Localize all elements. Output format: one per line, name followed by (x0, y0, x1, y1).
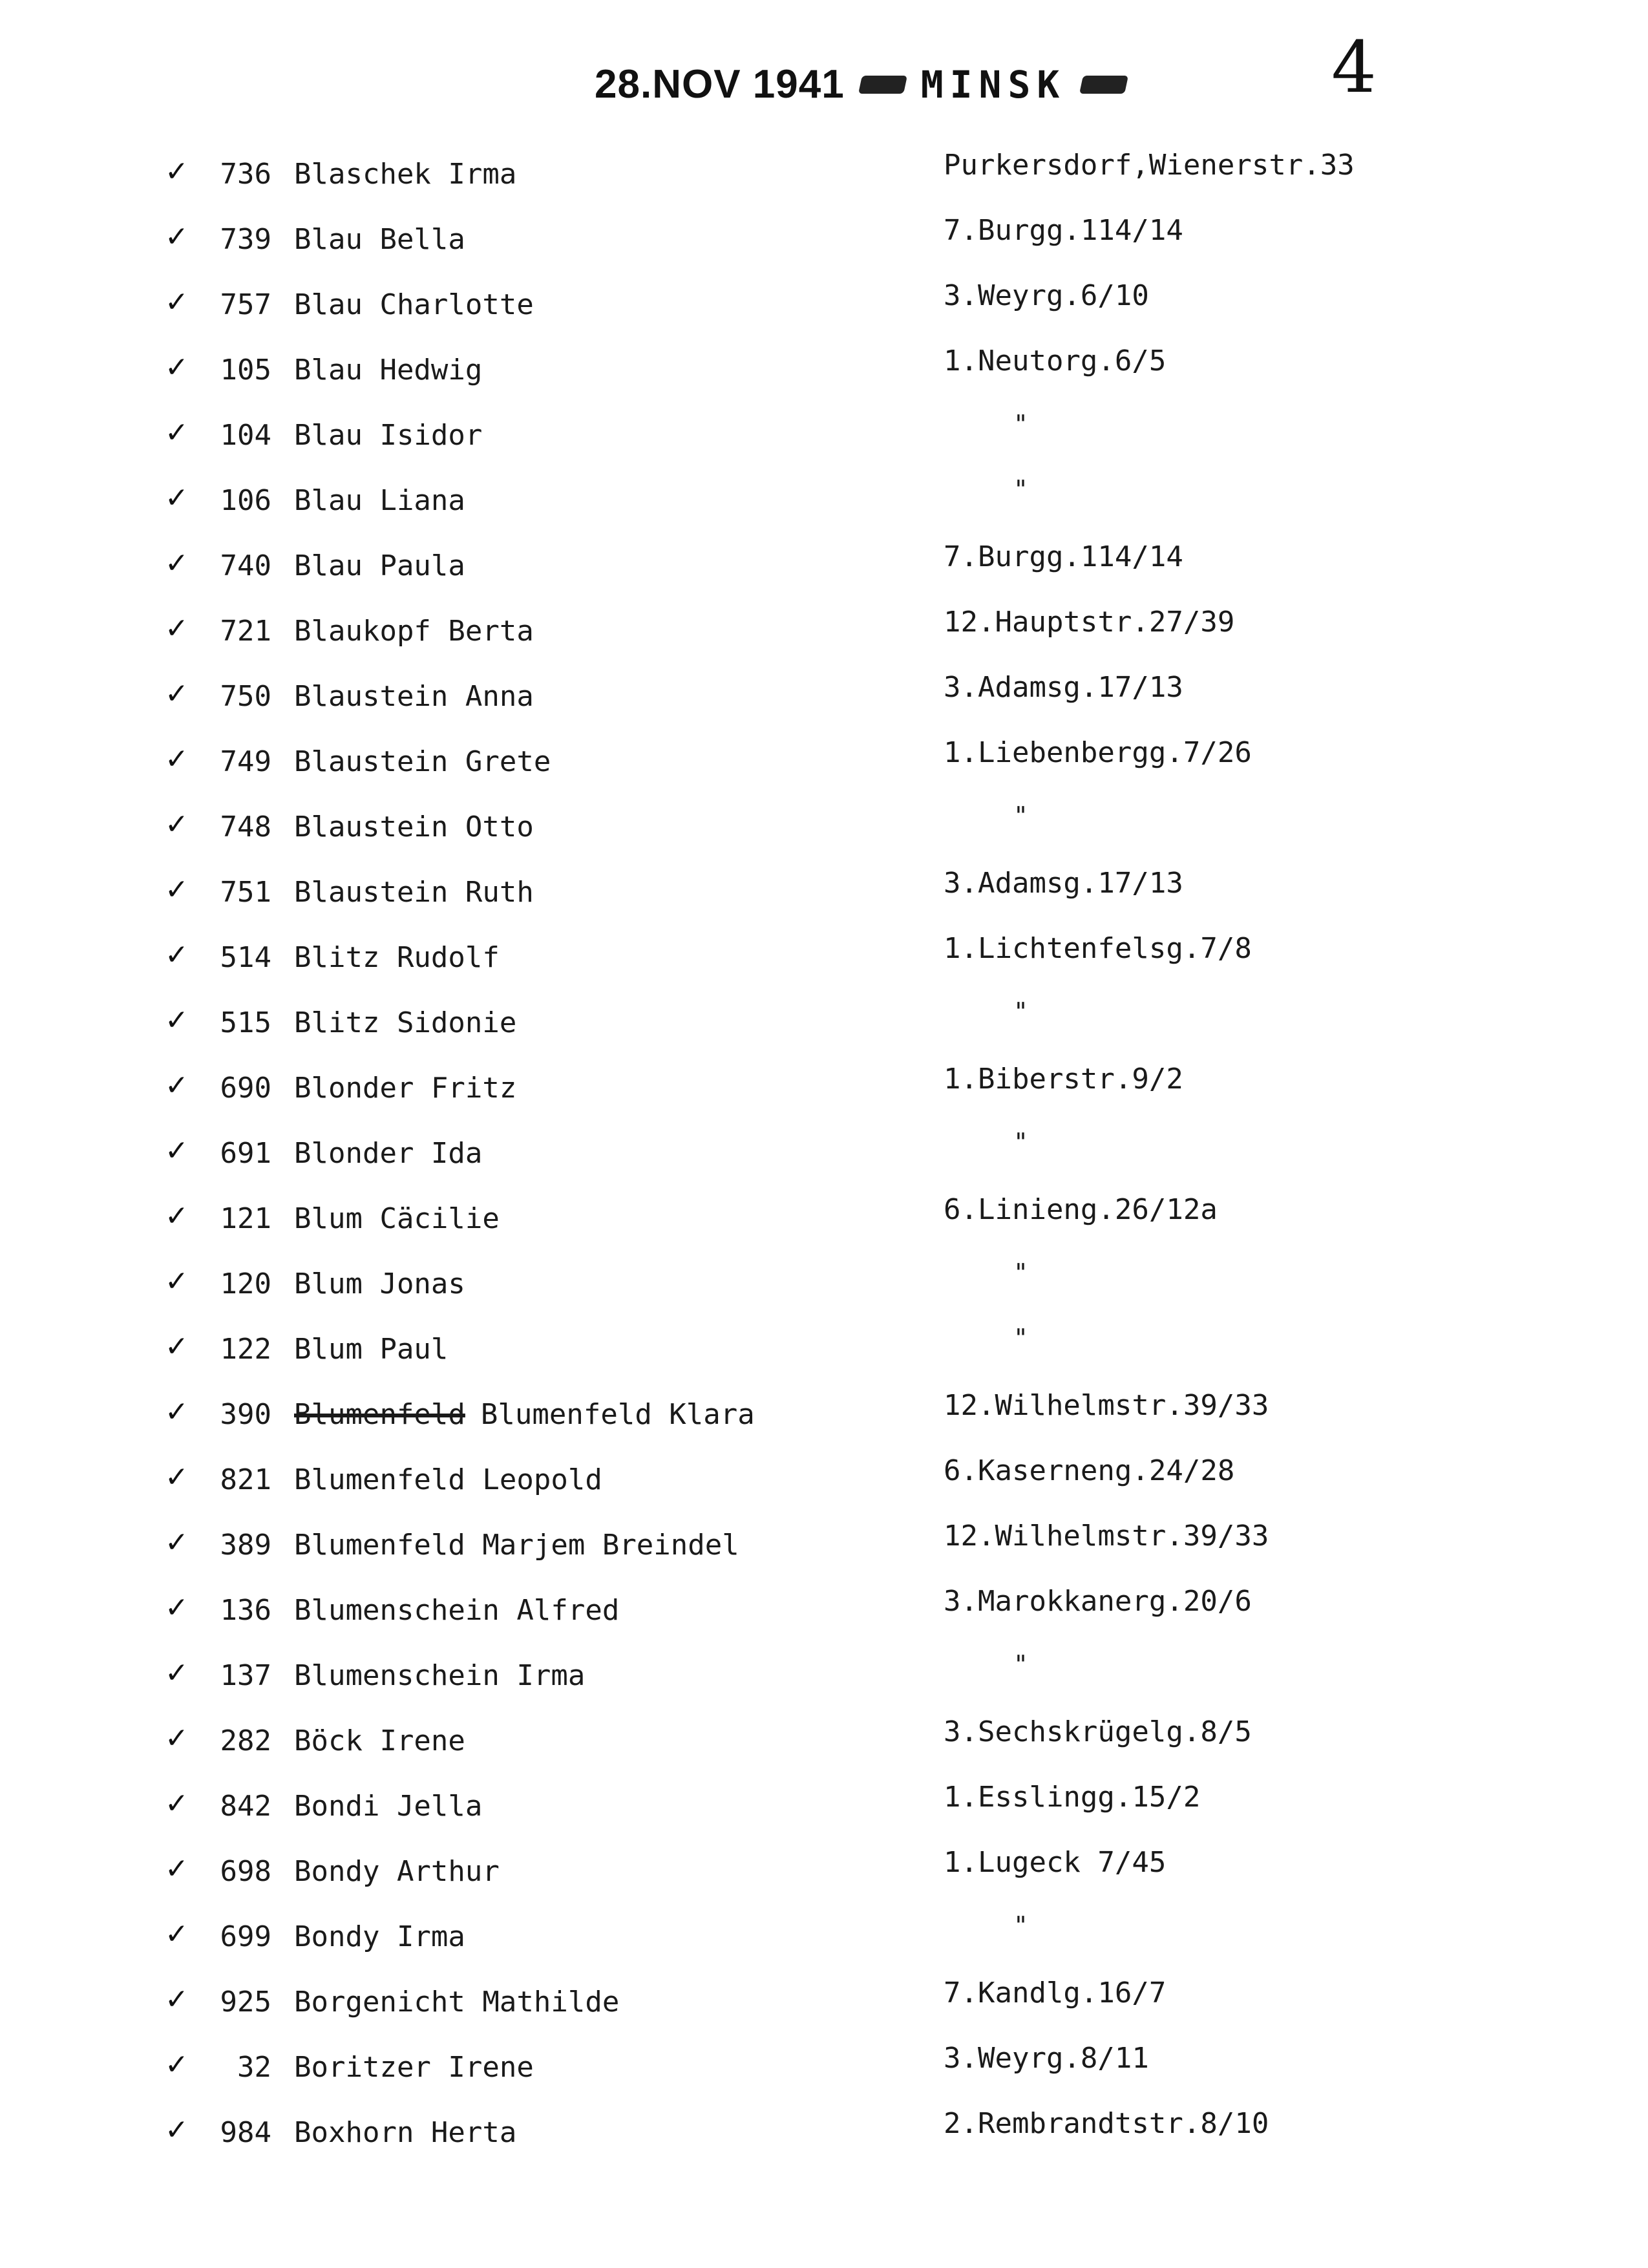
entry-address: 7.Burgg.114/14 (944, 214, 1183, 247)
ditto-mark: " (1013, 1258, 1028, 1287)
list-item (0, 2037, 1648, 2102)
entry-name-text: Blau Liana (294, 484, 465, 517)
checkmark-icon: ✓ (165, 677, 189, 710)
entry-name-text: Blum Paul (294, 1333, 449, 1366)
entry-name-text: Blum Jonas (294, 1267, 465, 1300)
entry-name (294, 1137, 482, 1170)
checkmark-icon: ✓ (165, 2048, 189, 2081)
checkmark-icon: ✓ (165, 351, 189, 384)
entry-name-text: Bondy Irma (294, 1920, 465, 1953)
checkmark-icon: ✓ (165, 547, 189, 580)
list-item (0, 274, 1648, 339)
entry-name (294, 1529, 739, 1562)
entry-name (294, 419, 482, 452)
list-item (0, 1906, 1648, 1971)
list-item (0, 209, 1648, 274)
list-item (0, 927, 1648, 992)
entry-number: 757 (220, 288, 271, 321)
entry-number: 121 (220, 1202, 271, 1235)
checkmark-icon: ✓ (165, 1591, 189, 1624)
entry-name (294, 876, 534, 909)
list-item (0, 1253, 1648, 1319)
entry-name (294, 354, 482, 387)
entry-number: 736 (220, 158, 271, 191)
ditto-mark: " (1013, 1911, 1028, 1940)
entry-name (294, 680, 534, 713)
entry-name (294, 1920, 465, 1953)
entry-name (294, 811, 534, 843)
list-item (0, 1057, 1648, 1123)
entry-address: 7.Burgg.114/14 (944, 540, 1183, 573)
ditto-mark: " (1013, 1128, 1028, 1156)
entry-number: 721 (220, 615, 271, 648)
list-item (0, 1319, 1648, 1384)
list-item (0, 600, 1648, 666)
struck-out-text: Blumenfeld (294, 1398, 465, 1431)
checkmark-icon: ✓ (165, 1722, 189, 1755)
checkmark-icon: ✓ (165, 1004, 189, 1037)
entry-name-text: Blitz Rudolf (294, 941, 500, 974)
stamp-smudge (858, 76, 907, 94)
entry-name-text: Blonder Ida (294, 1137, 483, 1170)
list-item (0, 1123, 1648, 1188)
checkmark-icon: ✓ (165, 1983, 189, 2016)
entry-address: 1.Liebenbergg.7/26 (944, 736, 1252, 769)
list-item (0, 1645, 1648, 1710)
list-item (0, 1841, 1648, 1906)
ditto-mark: " (1013, 997, 1028, 1026)
checkmark-icon: ✓ (165, 1200, 189, 1233)
entry-address: 3.Weyrg.8/11 (944, 2042, 1149, 2075)
entry-name-text: Böck Irene (294, 1724, 465, 1757)
entry-name-text: Blaustein Otto (294, 811, 534, 843)
entry-number: 390 (220, 1398, 271, 1431)
entry-name (294, 1855, 500, 1888)
deportation-list (0, 143, 1648, 2167)
entry-number: 122 (220, 1333, 271, 1366)
entry-name-text: Blum Cäcilie (294, 1202, 500, 1235)
entry-number: 842 (220, 1790, 271, 1823)
entry-number: 925 (220, 1986, 271, 2019)
entry-name-text: Blau Bella (294, 223, 465, 256)
checkmark-icon: ✓ (165, 1461, 189, 1494)
checkmark-icon: ✓ (165, 743, 189, 776)
entry-number: 748 (220, 811, 271, 843)
entry-name-text: Blaustein Grete (294, 745, 551, 778)
checkmark-icon: ✓ (165, 612, 189, 645)
page-number: 4 (1331, 26, 1377, 109)
entry-address: Purkersdorf,Wienerstr.33 (944, 149, 1355, 182)
entry-name-text: Blumenschein Alfred (294, 1594, 620, 1627)
entry-number: 739 (220, 223, 271, 256)
checkmark-icon: ✓ (165, 1526, 189, 1559)
entry-number: 984 (220, 2116, 271, 2149)
entry-address: 1.Neutorg.6/5 (944, 344, 1167, 377)
ditto-mark: " (1013, 1650, 1028, 1679)
entry-number: 136 (220, 1594, 271, 1627)
checkmark-icon: ✓ (165, 1330, 189, 1363)
list-item (0, 1514, 1648, 1580)
entry-name-text: Borgenicht Mathilde (294, 1986, 620, 2019)
entry-name-text: Blaschek Irma (294, 158, 517, 191)
list-item (0, 1384, 1648, 1449)
entry-number: 282 (220, 1724, 271, 1757)
list-item (0, 143, 1648, 209)
entry-name (294, 1072, 516, 1105)
entry-name-text: Blau Charlotte (294, 288, 534, 321)
entry-name (294, 1398, 755, 1431)
entry-name-text: Blaustein Ruth (294, 876, 534, 909)
entry-name-text: Blumenfeld Klara (480, 1398, 755, 1431)
checkmark-icon: ✓ (165, 286, 189, 319)
entry-number: 691 (220, 1137, 271, 1170)
checkmark-icon: ✓ (165, 1265, 189, 1298)
entry-number: 749 (220, 745, 271, 778)
entry-address: 1.Biberstr.9/2 (944, 1063, 1183, 1096)
entry-name (294, 1267, 465, 1300)
list-item (0, 1580, 1648, 1645)
entry-name-text: Blumenschein Irma (294, 1659, 586, 1692)
list-item (0, 1188, 1648, 1253)
entry-number: 389 (220, 1529, 271, 1562)
entry-name (294, 745, 551, 778)
entry-name-text: Blau Hedwig (294, 354, 483, 387)
entry-name (294, 223, 465, 256)
entry-name (294, 1594, 619, 1627)
checkmark-icon: ✓ (165, 155, 189, 188)
entry-address: 6.Kaserneng.24/28 (944, 1454, 1235, 1487)
checkmark-icon: ✓ (165, 808, 189, 841)
entry-name-text: Blau Isidor (294, 419, 483, 452)
entry-name (294, 484, 465, 517)
entry-name (294, 1202, 500, 1235)
entry-address: 3.Marokkanerg.20/6 (944, 1585, 1252, 1618)
entry-name-text: Boxhorn Herta (294, 2116, 517, 2149)
entry-name (294, 2116, 516, 2149)
checkmark-icon: ✓ (165, 873, 189, 906)
entry-address: 1.Lichtenfelsg.7/8 (944, 932, 1252, 965)
list-item (0, 1710, 1648, 1775)
entry-address: 2.Rembrandtstr.8/10 (944, 2107, 1269, 2140)
checkmark-icon: ✓ (165, 2114, 189, 2146)
list-item (0, 1449, 1648, 1514)
entry-name (294, 1006, 516, 1039)
checkmark-icon: ✓ (165, 1787, 189, 1820)
list-item (0, 535, 1648, 600)
entry-name (294, 941, 500, 974)
entry-name-text: Bondi Jella (294, 1790, 483, 1823)
checkmark-icon: ✓ (165, 220, 189, 253)
entry-number: 32 (237, 2051, 271, 2084)
list-item (0, 2102, 1648, 2167)
ditto-mark: " (1013, 410, 1028, 438)
entry-number: 821 (220, 1463, 271, 1496)
entry-address: 7.Kandlg.16/7 (944, 1977, 1167, 2009)
entry-number: 750 (220, 680, 271, 713)
entry-name (294, 1333, 448, 1366)
entry-name-text: Boritzer Irene (294, 2051, 534, 2084)
checkmark-icon: ✓ (165, 1657, 189, 1690)
entry-address: 3.Sechskrügelg.8/5 (944, 1715, 1252, 1748)
entry-number: 106 (220, 484, 271, 517)
stamp-smudge (1079, 76, 1128, 94)
entry-name-text: Bondy Arthur (294, 1855, 500, 1888)
entry-address: 3.Adamsg.17/13 (944, 867, 1183, 900)
entry-name-text: Blaukopf Berta (294, 615, 534, 648)
entry-address: 3.Adamsg.17/13 (944, 671, 1183, 704)
ditto-mark: " (1013, 801, 1028, 830)
checkmark-icon: ✓ (165, 938, 189, 971)
entry-name (294, 158, 516, 191)
list-item (0, 405, 1648, 470)
entry-number: 514 (220, 941, 271, 974)
entry-name-text: Blumenfeld Marjem Breindel (294, 1529, 739, 1562)
checkmark-icon: ✓ (165, 416, 189, 449)
entry-number: 120 (220, 1267, 271, 1300)
entry-name (294, 2051, 534, 2084)
entry-address: 3.Weyrg.6/10 (944, 279, 1149, 312)
checkmark-icon: ✓ (165, 1918, 189, 1951)
entry-name (294, 288, 534, 321)
entry-name-text: Blonder Fritz (294, 1072, 517, 1105)
entry-name (294, 1790, 482, 1823)
entry-name (294, 1986, 619, 2019)
list-item (0, 339, 1648, 405)
entry-address: 1.Lugeck 7/45 (944, 1846, 1167, 1879)
entry-number: 751 (220, 876, 271, 909)
entry-number: 137 (220, 1659, 271, 1692)
entry-name (294, 615, 534, 648)
list-item (0, 862, 1648, 927)
entry-number: 105 (220, 354, 271, 387)
entry-name (294, 1659, 585, 1692)
stamp-city: MINSK (920, 62, 1066, 107)
entry-address: 6.Linieng.26/12a (944, 1193, 1218, 1226)
stamp-date: 28.NOV 1941 (595, 62, 845, 107)
document-header-stamp (595, 61, 1126, 107)
entry-name-text: Blumenfeld Leopold (294, 1463, 602, 1496)
entry-address: 12.Hauptstr.27/39 (944, 606, 1235, 639)
list-item (0, 992, 1648, 1057)
entry-number: 690 (220, 1072, 271, 1105)
entry-number: 515 (220, 1006, 271, 1039)
entry-number: 699 (220, 1920, 271, 1953)
entry-number: 740 (220, 549, 271, 582)
entry-name-text: Blau Paula (294, 549, 465, 582)
list-item (0, 796, 1648, 862)
entry-name-text: Blaustein Anna (294, 680, 534, 713)
entry-name (294, 549, 465, 582)
entry-address: 1.Esslingg.15/2 (944, 1781, 1201, 1814)
entry-number: 698 (220, 1855, 271, 1888)
entry-address: 12.Wilhelmstr.39/33 (944, 1520, 1269, 1553)
checkmark-icon: ✓ (165, 1069, 189, 1102)
entry-name (294, 1724, 465, 1757)
checkmark-icon: ✓ (165, 1395, 189, 1428)
list-item (0, 666, 1648, 731)
list-item (0, 470, 1648, 535)
checkmark-icon: ✓ (165, 482, 189, 514)
list-item (0, 731, 1648, 796)
entry-number: 104 (220, 419, 271, 452)
ditto-mark: " (1013, 475, 1028, 503)
entry-name-text: Blitz Sidonie (294, 1006, 517, 1039)
list-item (0, 1971, 1648, 2037)
list-item (0, 1775, 1648, 1841)
entry-address: 12.Wilhelmstr.39/33 (944, 1389, 1269, 1422)
checkmark-icon: ✓ (165, 1852, 189, 1885)
ditto-mark: " (1013, 1324, 1028, 1352)
checkmark-icon: ✓ (165, 1134, 189, 1167)
entry-name (294, 1463, 602, 1496)
